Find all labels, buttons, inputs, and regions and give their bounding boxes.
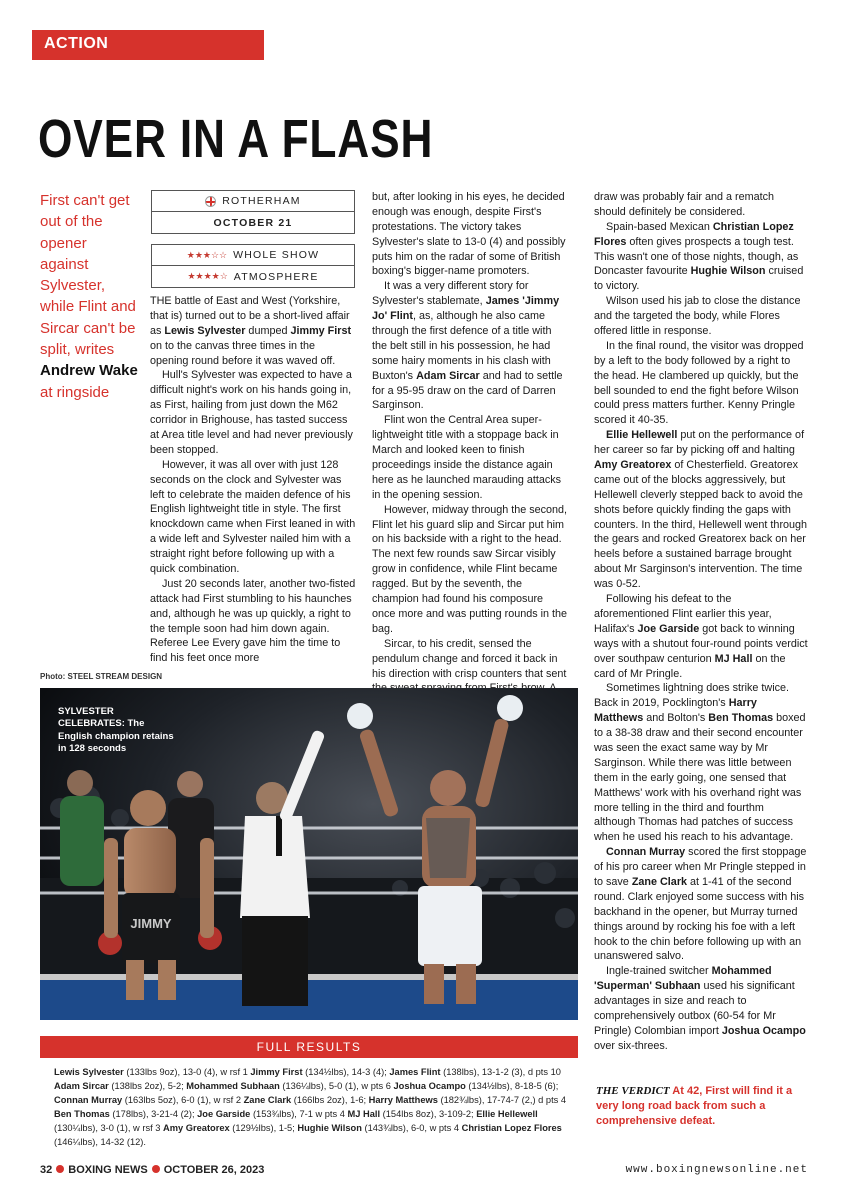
name-highlight: Joe Garside xyxy=(637,622,700,635)
article-paragraph: Connan Murray scored the first stoppage of his pro career when Mr Pringle stepped in to save Zane Clark at 1-41 of the second round. Clark enjoyed some success with his backhand in the opener, but Murray turned things around by rocking his foe with a left hook to the chin before following up with an unanswered salvo. xyxy=(594,846,807,963)
article-paragraph: draw was probably fair and a rematch should definitely be considered. xyxy=(594,191,775,218)
name-highlight: James Flint xyxy=(389,1067,441,1077)
date-row xyxy=(151,212,355,234)
bullet-icon xyxy=(56,1165,64,1173)
article-paragraph: Spain-based Mexican Christian Lopez Flores often gives prospects a tough test. This wasn't one of those nights, though, as Doncaster favourite Hughie Wilson cruised to victory. xyxy=(594,220,804,293)
name-highlight: Mohammed 'Superman' Subhaan xyxy=(594,965,772,993)
name-highlight: Ellie Hellewell xyxy=(606,429,678,442)
article-paragraph: Wilson used his jab to close the distance and the targeted the body, while Flores offered little in response. xyxy=(594,295,801,338)
location-row xyxy=(151,190,355,212)
results-heading: FULL RESULTS xyxy=(40,1036,578,1058)
ratings xyxy=(151,244,355,288)
name-highlight: Ellie Hellewell xyxy=(476,1108,538,1119)
name-highlight: Joshua Ocampo xyxy=(393,1080,466,1091)
name-highlight: Mohammed Subhaan xyxy=(186,1080,280,1091)
name-highlight: Amy Greatorex xyxy=(594,459,672,472)
name-highlight: Lewis Sylvester xyxy=(164,324,246,337)
article-paragraph: However, it was all over with just 128 seconds on the clock and Sylvester was left to celebrate the maiden defence of his English lightweight title in style. The first knockdown came when First leaned in with a wide left and Sylvester nailed him with a straight right before following up with a quick combination. xyxy=(150,458,356,576)
section-label: ACTION xyxy=(44,35,109,52)
article-column-2 xyxy=(372,190,568,696)
author-name: Andrew Wake xyxy=(40,362,138,380)
article-column-3 xyxy=(594,190,808,1054)
name-highlight: Hughie Wilson xyxy=(690,265,766,278)
star-rating-icon: ★★★★☆ xyxy=(187,271,228,281)
page-footer xyxy=(40,1164,264,1176)
name-highlight: Joshua Ocampo xyxy=(721,1024,806,1037)
name-highlight: MJ Hall xyxy=(714,652,753,665)
article-paragraph: Ingle-trained switcher Mohammed 'Superman' Subhaan used his significant advantages in size and reach to comprehensively outbox (60-54 for Mr Pringle) Colombian import Joshua Ocampo over six-threes. xyxy=(594,965,806,1052)
page-number: 32 xyxy=(40,1164,53,1176)
name-highlight: Hughie Wilson xyxy=(297,1122,362,1133)
name-highlight: Christian Lopez Flores xyxy=(461,1122,562,1133)
name-highlight: Amy Greatorex xyxy=(163,1122,230,1133)
full-results-box xyxy=(40,1036,578,1150)
results-text: Lewis Sylvester (133lbs 9oz), 13-0 (4), w rsf 1 Jimmy First (134½lbs), 14-3 (4); James Flint (138lbs), 13-1-2 (3), d pts 10 Adam Sircar (138lbs 2oz), 5-2; Mohammed Subhaan (136¼lbs), 5-0 (1), w pts 6 Joshua Ocampo (134½lbs), 8-18-5 (6); Connan Murray (163lbs 5oz), 6-0 (1), w rsf 2 Zane Clark (166lbs 2oz), 1-6; Harry Matthews (182¾lbs), 17-74-7 (2,) d pts 4 Ben Thomas (178lbs), 3-21-4 (2); Joe Garside (153¾lbs), 7-1 w pts 4 MJ Hall (154lbs 8oz), 3-109-2; Ellie Hellewell (130¼lbs), 3-0 (1), w rsf 3 Amy Greatorex (129½lbs), 1-5; Hughie Wilson (143¾lbs), 6-0, w pts 4 Christian Lopez Flores (146¼lbs), 14-32 (12). xyxy=(54,1067,567,1147)
standfirst-suffix: at ringside xyxy=(40,383,110,401)
name-highlight: Jimmy First xyxy=(290,324,352,337)
article-paragraph: Just 20 seconds later, another two-fisted attack had First stumbling to his haunches and, although he was up quickly, a right to the temple soon had him down again. Referee Lee Every gave him the time to find his feet once more xyxy=(150,577,356,665)
section-tag xyxy=(32,30,264,60)
rating-row-show xyxy=(151,244,355,266)
name-highlight: Adam Sircar xyxy=(416,369,480,382)
bullet-icon xyxy=(152,1165,160,1173)
name-highlight: Connan Murray xyxy=(54,1094,123,1105)
name-highlight: James 'Jimmy Jo' Flint xyxy=(372,295,560,323)
article-paragraph: Following his defeat to the aforementioned Flint earlier this year, Halifax's Joe Garside got back to winning ways with a shutout four-round points verdict over southpaw centurion MJ Hall on the card of Mr Pringle. xyxy=(594,593,808,680)
rating-row-atmosphere xyxy=(151,266,355,288)
name-highlight: Lewis Sylvester xyxy=(54,1067,124,1077)
name-highlight: Jimmy First xyxy=(250,1067,303,1077)
verdict xyxy=(596,1084,808,1129)
name-highlight: Zane Clark xyxy=(631,875,688,888)
article-paragraph: In the final round, the visitor was dropped by a left to the body followed by a right to the head. He clambered up quickly, but the bell sounded to end the fight before Wilson could press matters further. Kenny Pringle scored it 40-35. xyxy=(594,339,804,427)
name-highlight: Zane Clark xyxy=(243,1094,292,1105)
name-highlight: Joe Garside xyxy=(197,1108,251,1119)
rating-label: WHOLE SHOW xyxy=(233,249,320,261)
name-highlight: Ben Thomas xyxy=(708,712,774,725)
article-column-1 xyxy=(150,294,356,666)
star-rating-icon: ★★★☆☆ xyxy=(186,249,228,260)
standfirst xyxy=(40,190,138,403)
name-highlight: Adam Sircar xyxy=(54,1080,109,1091)
rating-label: ATMOSPHERE xyxy=(233,270,319,283)
article-paragraph: It was a very different story for Sylvester's stablemate, James 'Jimmy Jo' Flint, as, although he also came through the first defence of a title with the belt still in his possession, he had some hairy moments in his clash with Buxton's Adam Sircar and had to settle for a 95-95 draw on the card of Darren Sarginson. xyxy=(372,280,563,412)
location: ROTHERHAM xyxy=(222,195,301,207)
article-paragraph: Hull's Sylvester was expected to have a difficult night's work on his hands going in, as First, hailing from just down the M62 corridor in Brighouse, has tasted success at Area title level and had never previously been stopped. xyxy=(150,369,353,456)
article-paragraph: but, after looking in his eyes, he decided enough was enough, despite First's protestations. The victory takes Sylvester's slate to 13-0 (4) and possibly puts him on the radar of some of British boxing's bigger-name promoters. xyxy=(372,191,566,278)
event-date: OCTOBER 21 xyxy=(213,216,293,229)
name-highlight: MJ Hall xyxy=(347,1108,381,1119)
publication-name: BOXING NEWS xyxy=(68,1164,148,1176)
fight-infobox xyxy=(151,190,355,288)
article-paragraph: Sometimes lightning does strike twice. Back in 2019, Pocklington's Harry Matthews and Bolton's Ben Thomas boxed to a 38-38 draw and their second encounter was seen the exact same way by Mr Sarginson. While there was little between them in the early going, one sensed that Matthews' work with his overhand right was more telling in the third and fourthm although Thomas had patches of success when he used his reach to his advantage. xyxy=(594,682,806,844)
name-highlight: Harry Matthews xyxy=(594,697,757,725)
name-highlight: Ben Thomas xyxy=(54,1108,110,1119)
article-paragraph: Flint won the Central Area super-lightweight title with a stoppage back in March and looked keen to finish proceedings inside the distance again here as he launched marauding attacks in the opening session. xyxy=(372,414,562,501)
verdict-text: At 42, First will find it a very long road back from such a comprehensive defeat. xyxy=(596,1085,793,1127)
website-url: www.boxingnewsonline.net xyxy=(625,1164,808,1176)
issue-date: OCTOBER 26, 2023 xyxy=(163,1164,265,1176)
photo-caption: SYLVESTER CELEBRATES: The English champion retains in 128 seconds xyxy=(58,706,174,755)
name-highlight: Connan Murray xyxy=(606,846,686,859)
name-highlight: Harry Matthews xyxy=(368,1094,438,1105)
england-flag-icon xyxy=(205,196,216,207)
article-paragraph: However, midway through the second, Flint let his guard slip and Sircar put him on his backside with a right to the head. The next few rounds saw Sircar visibly grow in confidence, while Flint became ragged. But by the seventh, the champion had found his composure once more and was putting rounds in the bag. xyxy=(372,503,568,635)
article-paragraph: Sircar, to his credit, sensed the pendulum change and forced it back in his direction with crisp counters that sent xyxy=(372,637,567,680)
article-paragraph: Ellie Hellewell put on the performance of her career so far by picking off and halting Amy Greatorex of Chesterfield. Greatorex came out of the blocks aggressively, but Hellewell cleverly stepped back to avoid the shots before quickly finding the gaps with counters. In the third, Hellewell went through the gears and rocked Greatorex back on her heels before a sustained barrage brought about Mr Sarginson's intervention. The time was 0-52. xyxy=(594,429,808,591)
verdict-label: THE VERDICT xyxy=(596,1085,670,1097)
name-highlight: Christian Lopez Flores xyxy=(594,220,794,248)
photo-credit: Photo: STEEL STREAM DESIGN xyxy=(40,672,163,681)
article-paragraph: THE battle of East and West (Yorkshire, that is) turned out to be a short-lived affair as Lewis Sylvester dumped Jimmy First on to the canvas three times in the opening round before it was waved off. xyxy=(150,295,352,367)
trunks-label: JIMMY xyxy=(130,916,172,931)
headline: OVER IN A FLASH xyxy=(38,109,434,169)
standfirst-text: First can't get out of the opener against Sylvester, while Flint and Sircar can't be split, writes xyxy=(40,192,136,359)
